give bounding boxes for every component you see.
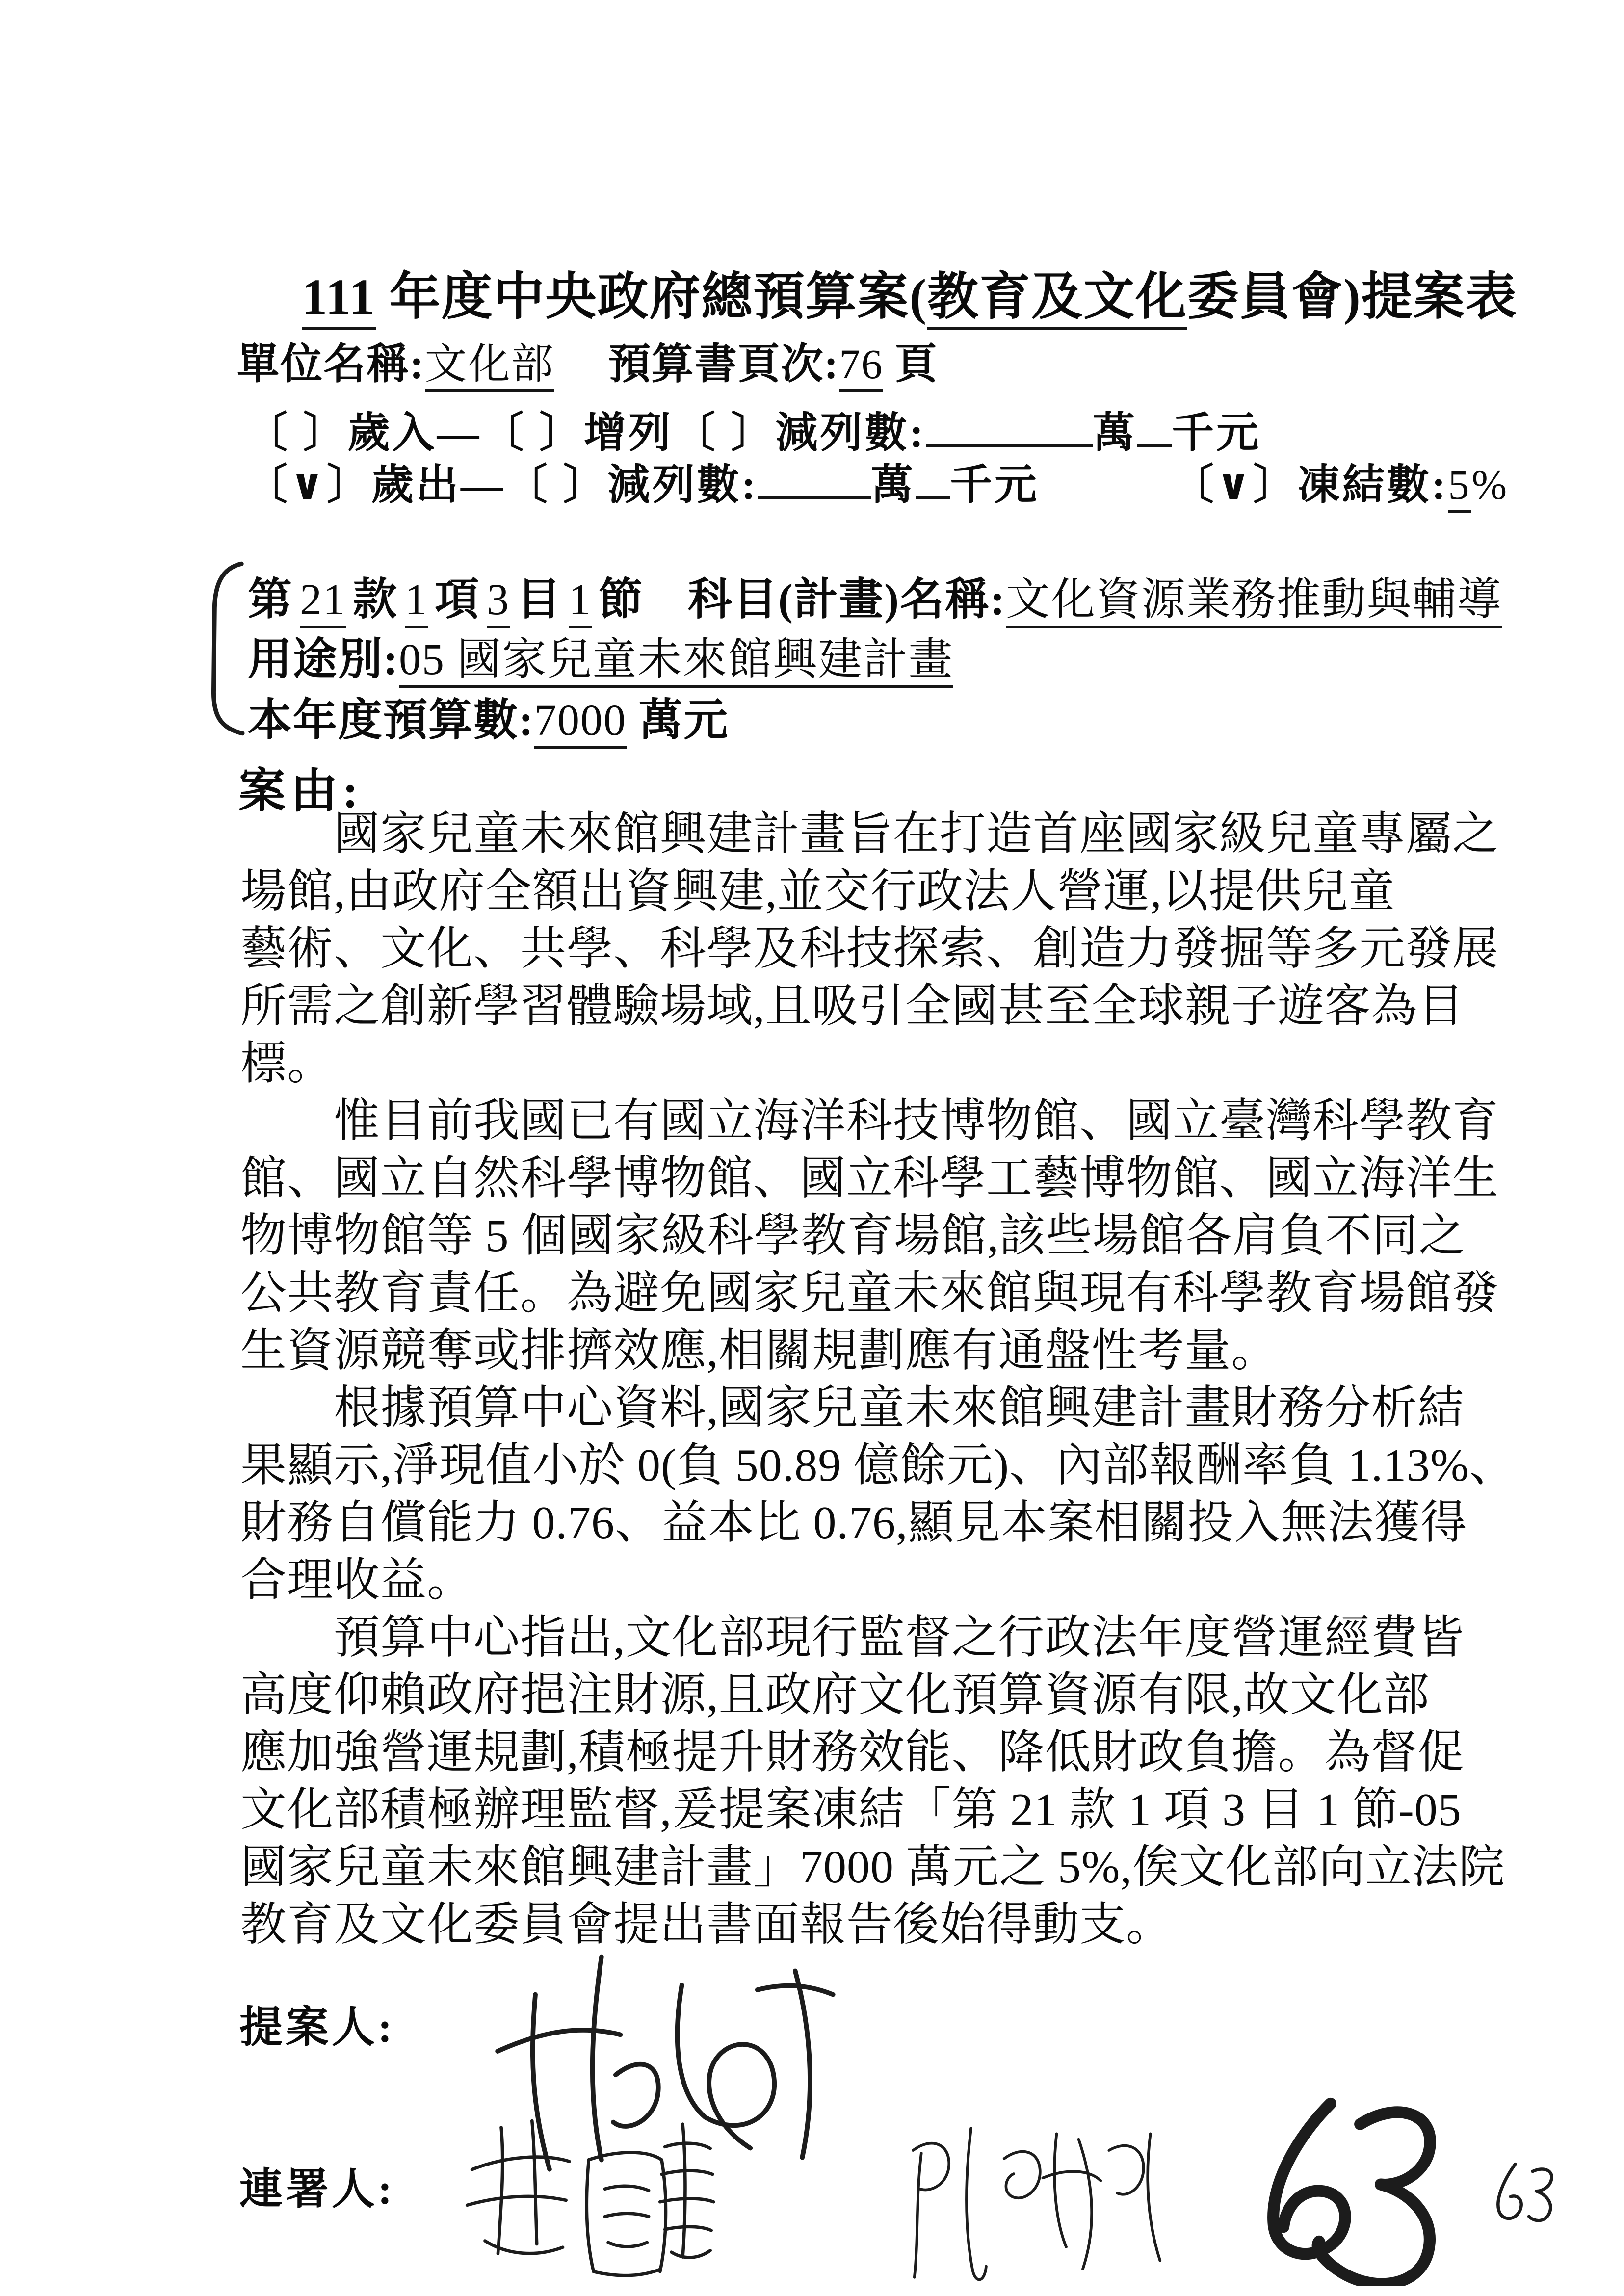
body-line: 館、國立自然科學博物館、國立科學工藝博物館、國立海洋生 xyxy=(240,1153,1499,1204)
body-line: 文化部積極辦理監督,爰提案凍結「第 21 款 1 項 3 目 1 節-05 xyxy=(240,1784,1462,1835)
case-body-text xyxy=(240,806,1516,1954)
body-line: 高度仰賴政府挹注財源,且政府文化預算資源有限,故文化部 xyxy=(240,1670,1430,1721)
subject-name-value: 文化資源業務推動與輔導 xyxy=(1006,575,1502,628)
annual-budget-label: 本年度預算數: xyxy=(248,696,534,745)
title-mid: 年度中央政府總預算案( xyxy=(375,269,928,325)
jie-label: 節 xyxy=(599,575,644,624)
fill-in-blank xyxy=(758,460,871,499)
jie-value: 1 xyxy=(569,575,592,628)
unit-qianyuan: 千元 xyxy=(949,461,1039,508)
item-number-line xyxy=(248,563,1502,627)
case-reason-label: 案由: xyxy=(238,765,363,817)
fill-in-blank xyxy=(926,408,1093,447)
increase-checkbox: 〔 〕 xyxy=(481,409,584,456)
freeze-checkbox-checked: 〔∨〕 xyxy=(1171,461,1298,508)
body-line: 根據預算中心資料,國家兒童未來館興建計畫財務分析結 xyxy=(334,1383,1465,1434)
decrease-amount-label: 減列數: xyxy=(607,461,758,508)
body-line: 標。 xyxy=(240,1038,334,1089)
cosigner-label: 連署人: xyxy=(239,2166,395,2214)
annual-budget-unit: 萬元 xyxy=(626,696,729,745)
xiang-value: 1 xyxy=(405,575,428,628)
cosigner-signature-1 xyxy=(388,2105,780,2286)
freeze-value: 5 xyxy=(1448,461,1471,513)
left-brace xyxy=(200,560,249,737)
annual-budget-line xyxy=(248,684,729,748)
budget-page-value: 76 xyxy=(839,340,883,392)
unit-wan: 萬 xyxy=(870,461,916,508)
body-line: 國家兒童未來館興建計畫旨在打造首座國家級兒童專屬之 xyxy=(334,809,1499,860)
revenue-label: 歲入 xyxy=(347,409,437,456)
body-line: 藝術、文化、共學、科學及科技探索、創造力發掘等多元發展 xyxy=(240,923,1499,974)
body-line: 國家兒童未來館興建計畫」7000 萬元之 5%,俟文化部向立法院 xyxy=(240,1842,1505,1893)
unit-qianyuan: 千元 xyxy=(1172,409,1261,456)
body-line: 財務自償能力 0.76、益本比 0.76,顯見本案相關投入無法獲得 xyxy=(240,1497,1467,1548)
body-line: 合理收益。 xyxy=(240,1555,474,1606)
freeze-label: 凍結數: xyxy=(1297,461,1448,508)
usage-category-line xyxy=(248,623,953,687)
title-tail: 委員會)提案表 xyxy=(1187,269,1518,325)
kuan-value: 21 xyxy=(300,575,346,628)
body-line: 場館,由政府全額出資興建,並交行政法人營運,以提供兒童 xyxy=(240,866,1395,917)
mu-value: 3 xyxy=(487,575,510,628)
fill-in-blank xyxy=(916,460,950,499)
expenditure-label: 歲出 xyxy=(371,461,461,508)
handwritten-number-63-large xyxy=(1227,2090,1457,2286)
proposer-label: 提案人: xyxy=(239,2004,395,2052)
expenditure-row xyxy=(245,450,1509,511)
title-committee: 教育及文化 xyxy=(927,269,1187,330)
budget-page-unit: 頁 xyxy=(883,340,938,388)
dash: — xyxy=(437,409,482,456)
revenue-checkbox: 〔 〕 xyxy=(245,409,348,456)
fill-in-blank xyxy=(1137,408,1172,447)
usage-category-label: 用途別: xyxy=(248,635,399,684)
unit-line xyxy=(237,330,938,391)
expenditure-checkbox-checked: 〔∨〕 xyxy=(245,461,371,508)
body-line: 預算中心指出,文化部現行監督之行政法年度營運經費皆 xyxy=(334,1612,1465,1663)
title-year: 111 xyxy=(302,269,376,330)
cosigner-signature-2 xyxy=(785,2114,1276,2291)
mu-label: 目 xyxy=(517,575,562,624)
increase-label: 增列 xyxy=(584,409,673,456)
freeze-group xyxy=(1172,461,1509,508)
dash: — xyxy=(460,461,505,508)
body-line: 生資源競奪或排擠效應,相關規劃應有通盤性考量。 xyxy=(240,1325,1278,1376)
body-line: 公共教育責任。為避免國家兒童未來館與現有科學教育場館發 xyxy=(240,1268,1499,1319)
body-line: 所需之創新學習體驗場域,且吸引全國甚至全球親子遊客為目 xyxy=(240,981,1465,1032)
xiang-label: 項 xyxy=(435,575,480,624)
page-number-63-small xyxy=(1487,2159,1560,2227)
body-line: 惟目前我國已有國立海洋科技博物館、國立臺灣科學教育 xyxy=(334,1096,1499,1147)
unit-name-label: 單位名稱: xyxy=(237,340,425,388)
page-title xyxy=(302,255,1518,329)
budget-page-label: 預算書頁次: xyxy=(608,340,839,388)
decrease-checkbox: 〔 〕 xyxy=(505,461,608,508)
body-line: 果顯示,淨現值小於 0(負 50.89 億餘元)、內部報酬率負 1.13%、 xyxy=(240,1440,1516,1491)
body-line: 應加強營運規劃,積極提升財務效能、降低財政負擔。為督促 xyxy=(240,1727,1465,1778)
usage-category-value: 05 國家兒童未來館興建計畫 xyxy=(399,635,954,688)
annual-budget-value: 7000 xyxy=(534,696,627,749)
unit-wan: 萬 xyxy=(1093,409,1138,456)
kuan-prefix: 第 xyxy=(248,575,293,624)
body-line: 教育及文化委員會提出書面報告後始得動支。 xyxy=(240,1899,1173,1950)
freeze-percent: % xyxy=(1471,461,1510,508)
decrease-amount-label: 減列數: xyxy=(775,409,926,456)
subject-name-label: 科目(計畫)名稱: xyxy=(688,575,1006,624)
decrease-checkbox: 〔 〕 xyxy=(673,409,776,456)
kuan-label: 款 xyxy=(353,575,398,624)
unit-name-value: 文化部 xyxy=(425,340,554,392)
body-line: 物博物館等 5 個國家級科學教育場館,該些場館各肩負不同之 xyxy=(240,1210,1466,1261)
